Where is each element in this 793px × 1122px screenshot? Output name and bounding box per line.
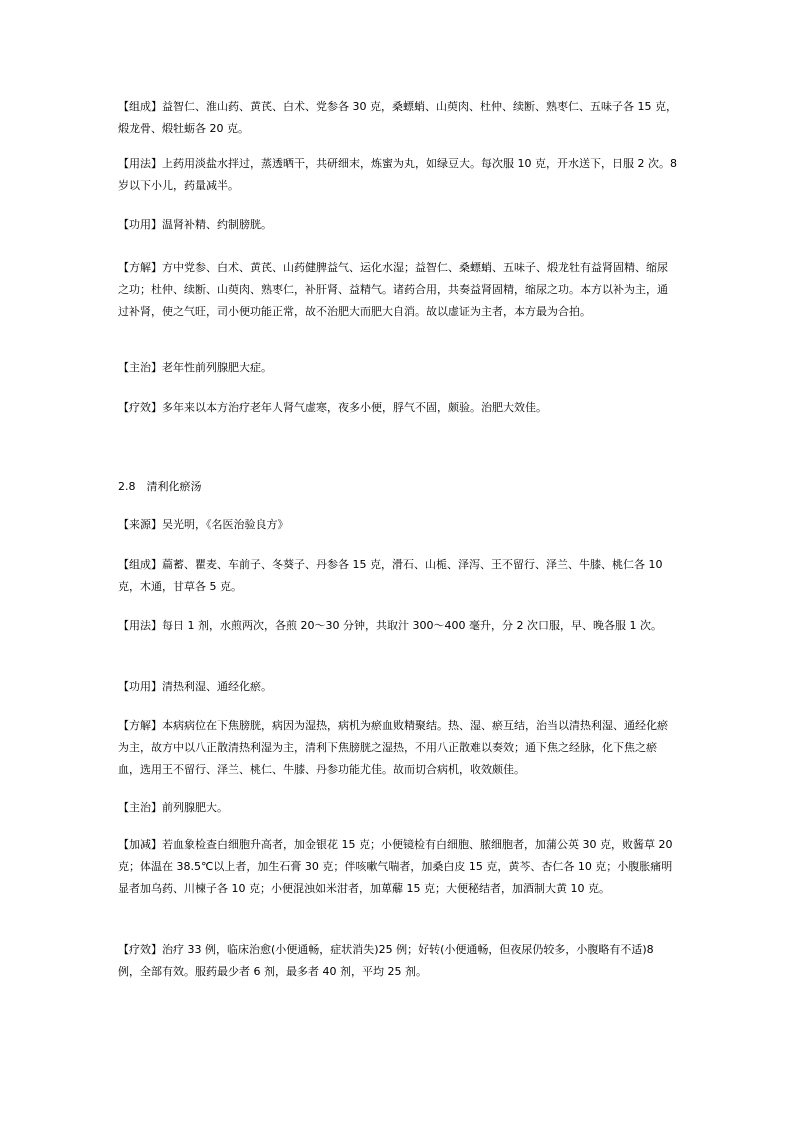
text-yongfa: 上药用淡盐水拌过，蒸透晒干，共研细末，炼蜜为丸，如绿豆大。每次服 10 克，开水送下，日服 2 次。8 岁以下小儿，药量减半。 (118, 157, 677, 192)
paragraph-zucheng-2 (118, 554, 678, 598)
text-fangjie: 本病病位在下焦膀胱，病因为湿热，病机为瘀血败精聚结。热、湿、瘀互结，治当以清热利湿、通经化瘀为主，故方中以八正散清热利湿为主，清利下焦膀胱之湿热，不用八正散难以奏效；通下焦之经脉，化下焦之瘀血，选用王不留行、泽兰、桃仁、牛膝、丹参功能尤佳。故而切合病机，收效颇佳。 (118, 719, 668, 776)
paragraph-liaoxiao-1 (118, 397, 678, 419)
text-zucheng: 萹蓄、瞿麦、车前子、冬葵子、丹参各 15 克，滑石、山栀、泽泻、王不留行、泽兰、牛膝、桃仁各 10 克，木通，甘草各 5 克。 (118, 558, 663, 593)
section-heading: 2.8 清利化瘀汤 (118, 480, 202, 493)
paragraph-zhuzhi-1 (118, 357, 678, 379)
label-fangjie: 【方解】 (118, 719, 162, 732)
label-yongfa: 【用法】 (118, 157, 162, 170)
text-zhuzhi: 老年性前列腺肥大症。 (162, 361, 272, 374)
paragraph-zhuzhi-2 (118, 797, 678, 819)
paragraph-liaoxiao-2 (118, 939, 678, 983)
paragraph-fangjie-2 (118, 715, 678, 781)
text-laiyuan: 吴光明，《名医治验良方》 (162, 518, 289, 531)
text-zucheng: 益智仁、淮山药、黄芪、白术、党参各 30 克，桑螵蛸、山萸肉、杜仲、续断、熟枣仁、五味子各 15 克，煅龙骨、煅牡蛎各 20 克。 (118, 100, 677, 135)
text-jiajian: 若血象检查白细胞升高者，加金银花 15 克；小便镜检有白细胞、脓细胞者，加蒲公英 30 克，败酱草 20 克；体温在 38.5℃以上者，加生石膏 30 克；伴咳嗽气喘者，加桑白皮 15 克，黄芩、杏仁各 10 克；小腹胀痛明显者加乌药、川楝子各 10 克；小便混浊如米泔者，加萆薢 15 克；大便秘结者，加酒制大黄 10 克。 (118, 838, 673, 895)
text-gongyong: 清热利湿、通经化瘀。 (162, 680, 272, 693)
text-liaoxiao: 治疗 33 例，临床治愈(小便通畅，症状消失)25 例；好转(小便通畅，但夜尿仍较多，小腹略有不适)8 例，全部有效。服药最少者 6 剂，最多者 40 剂，平均 25 剂。 (118, 943, 654, 978)
paragraph-zucheng-1 (118, 96, 678, 140)
label-liaoxiao: 【疗效】 (118, 401, 162, 414)
label-jiajian: 【加减】 (118, 838, 162, 851)
label-zhuzhi: 【主治】 (118, 361, 162, 374)
paragraph-gongyong-1 (118, 214, 678, 236)
label-liaoxiao: 【疗效】 (118, 943, 162, 956)
text-fangjie: 方中党参、白术、黄芪、山药健脾益气、运化水湿；益智仁、桑螵蛸、五味子、煅龙牡有益肾固精、缩尿之功；杜仲、续断、山萸肉、熟枣仁，补肝肾、益精气。诸药合用，共奏益肾固精，缩尿之功。本方以补为主，通过补肾，使之气旺，司小便功能正常，故不治肥大而肥大自消。故以虚证为主者，本方最为合拍。 (118, 261, 668, 318)
text-yongfa: 每日 1 剂，水煎两次，各煎 20～30 分钟，共取汁 300～400 毫升，分 2 次口服，早、晚各服 1 次。 (162, 619, 662, 632)
label-laiyuan: 【来源】 (118, 518, 162, 531)
label-yongfa: 【用法】 (118, 619, 162, 632)
label-fangjie: 【方解】 (118, 261, 162, 274)
text-gongyong: 温肾补精、约制膀胱。 (162, 218, 272, 231)
label-gongyong: 【功用】 (118, 680, 162, 693)
label-gongyong: 【功用】 (118, 218, 162, 231)
paragraph-yongfa-2 (118, 615, 678, 637)
paragraph-laiyuan-2 (118, 514, 678, 536)
paragraph-gongyong-2 (118, 676, 678, 698)
paragraph-yongfa-1 (118, 153, 678, 197)
text-liaoxiao: 多年来以本方治疗老年人肾气虚寒，夜多小便，脬气不固，颇验。治肥大效佳。 (162, 401, 547, 414)
label-zucheng: 【组成】 (118, 100, 162, 113)
label-zhuzhi: 【主治】 (118, 801, 162, 814)
text-zhuzhi: 前列腺肥大。 (162, 801, 228, 814)
paragraph-jiajian-2 (118, 834, 678, 900)
paragraph-fangjie-1 (118, 257, 678, 323)
label-zucheng: 【组成】 (118, 558, 162, 571)
